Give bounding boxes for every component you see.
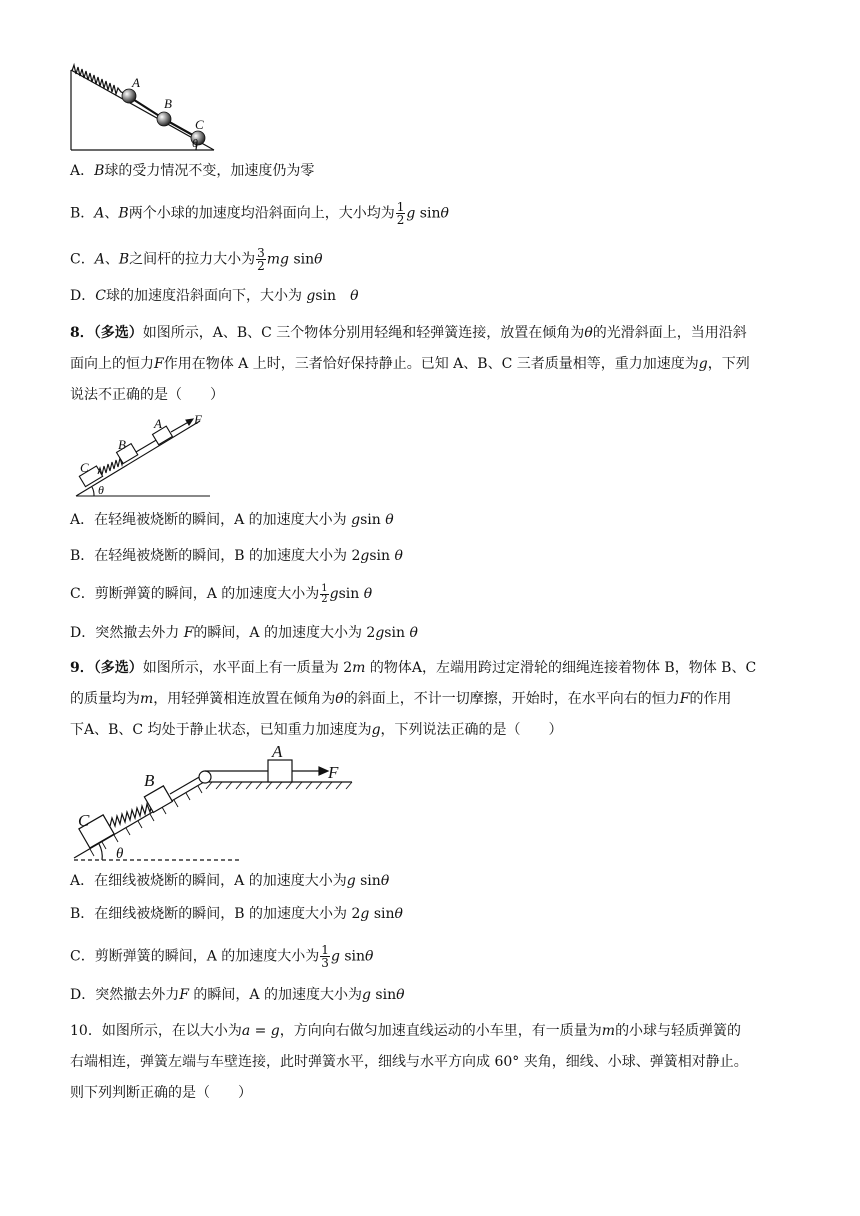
q7-label-c: C [195, 117, 204, 132]
q8-option-c[interactable]: C．剪断弹簧的瞬间，A 的加速度大小为 $\frac{1}{2}$ gsin θ [70, 582, 373, 605]
q8-label-b: B [118, 437, 126, 452]
fraction: $\frac{3}{2}$ [257, 246, 265, 273]
q9-label-f: F [328, 763, 339, 782]
q9-option-d[interactable]: D．突然撤去外力F 的瞬间，A 的加速度大小为g sinθ [70, 987, 405, 1003]
q8-label-c: C [80, 460, 89, 475]
fraction: $\frac{1}{3}$ [321, 943, 329, 970]
q9-option-a[interactable]: A．在细线被烧断的瞬间，A 的加速度大小为g sinθ [70, 873, 390, 889]
q7-option-c[interactable]: C．A、B之间杆的拉力大小为 $\frac{3}{2}$ mg sinθ [70, 246, 323, 273]
q7-label-theta: θ [192, 136, 198, 150]
q8-option-d[interactable]: D．突然撤去外力 F的瞬间，A 的加速度大小为 2gsin θ [70, 625, 418, 641]
q9-label-theta: θ [116, 846, 124, 862]
q7-option-d[interactable]: D．C球的加速度沿斜面向下，大小为 gsin θ [70, 288, 359, 304]
q10-stem: 10．如图所示，在以大小为a = g，方向向右做匀加速直线运动的小车里，有一质量为m的小球与轻质弹簧的 右端相连，弹簧左端与车壁连接，此时弹簧水平，细线与水平方向成 60° 夹角，细线、小球、弹簧相对静止。 则下列判断正确的是（ ） [70, 1023, 748, 1101]
q8-label-a: A [154, 416, 162, 431]
q7-figure [66, 62, 222, 158]
q8-option-b[interactable]: B．在轻绳被烧断的瞬间，B 的加速度大小为 2gsin θ [70, 548, 403, 564]
q8-label-f: F [194, 412, 202, 427]
q9-option-c[interactable]: C．剪断弹簧的瞬间，A 的加速度大小为 $\frac{1}{3}$ g sinθ [70, 943, 374, 970]
q8-option-a[interactable]: A．在轻绳被烧断的瞬间，A 的加速度大小为 gsin θ [70, 512, 394, 528]
fraction: $\frac{1}{2}$ [321, 582, 328, 605]
q7-label-a: A [132, 75, 140, 90]
q8-label-theta: θ [98, 483, 104, 497]
q9-label-b: B [144, 771, 155, 790]
q8-figure [70, 412, 215, 502]
q9-stem: 9．（多选）如图所示，水平面上有一质量为 2m 的物体A，左端用跨过定滑轮的细绳连接着物体 B，物体 B、C 的质量均为m，用轻弹簧相连放置在倾角为θ的斜面上，不计一切摩擦，开始时，在水平向右的恒力F的作用 下A、B、C 均处于静止状态，已知重力加速度为g，下列说法正确的是（ ） [70, 660, 757, 738]
q7-option-b[interactable]: B．A、B两个小球的加速度均沿斜面向上，大小均为 $\frac{1}{2}$ g sinθ [70, 200, 449, 227]
q7-ball-a [122, 89, 136, 103]
q7-ball-b [157, 112, 171, 126]
q9-option-b[interactable]: B．在细线被烧断的瞬间，B 的加速度大小为 2g sinθ [70, 906, 403, 922]
fraction: $\frac{1}{2}$ [396, 200, 405, 227]
q9-label-a: A [272, 746, 283, 761]
q8-stem: 8．（多选）如图所示，A、B、C 三个物体分别用轻绳和轻弹簧连接，放置在倾角为θ的光滑斜面上，当用沿斜 面向上的恒力F作用在物体 A 上时，三者恰好保持静止。已知 A、B、C 三者质量相等，重力加速度为g，下列 说法不正确的是（ ） [70, 325, 750, 403]
q7-label-b: B [164, 96, 172, 111]
q7-option-a[interactable]: A．B球的受力情况不变，加速度仍为零 [70, 163, 315, 179]
q9-label-c: C [78, 811, 90, 830]
q9-figure [70, 746, 360, 868]
